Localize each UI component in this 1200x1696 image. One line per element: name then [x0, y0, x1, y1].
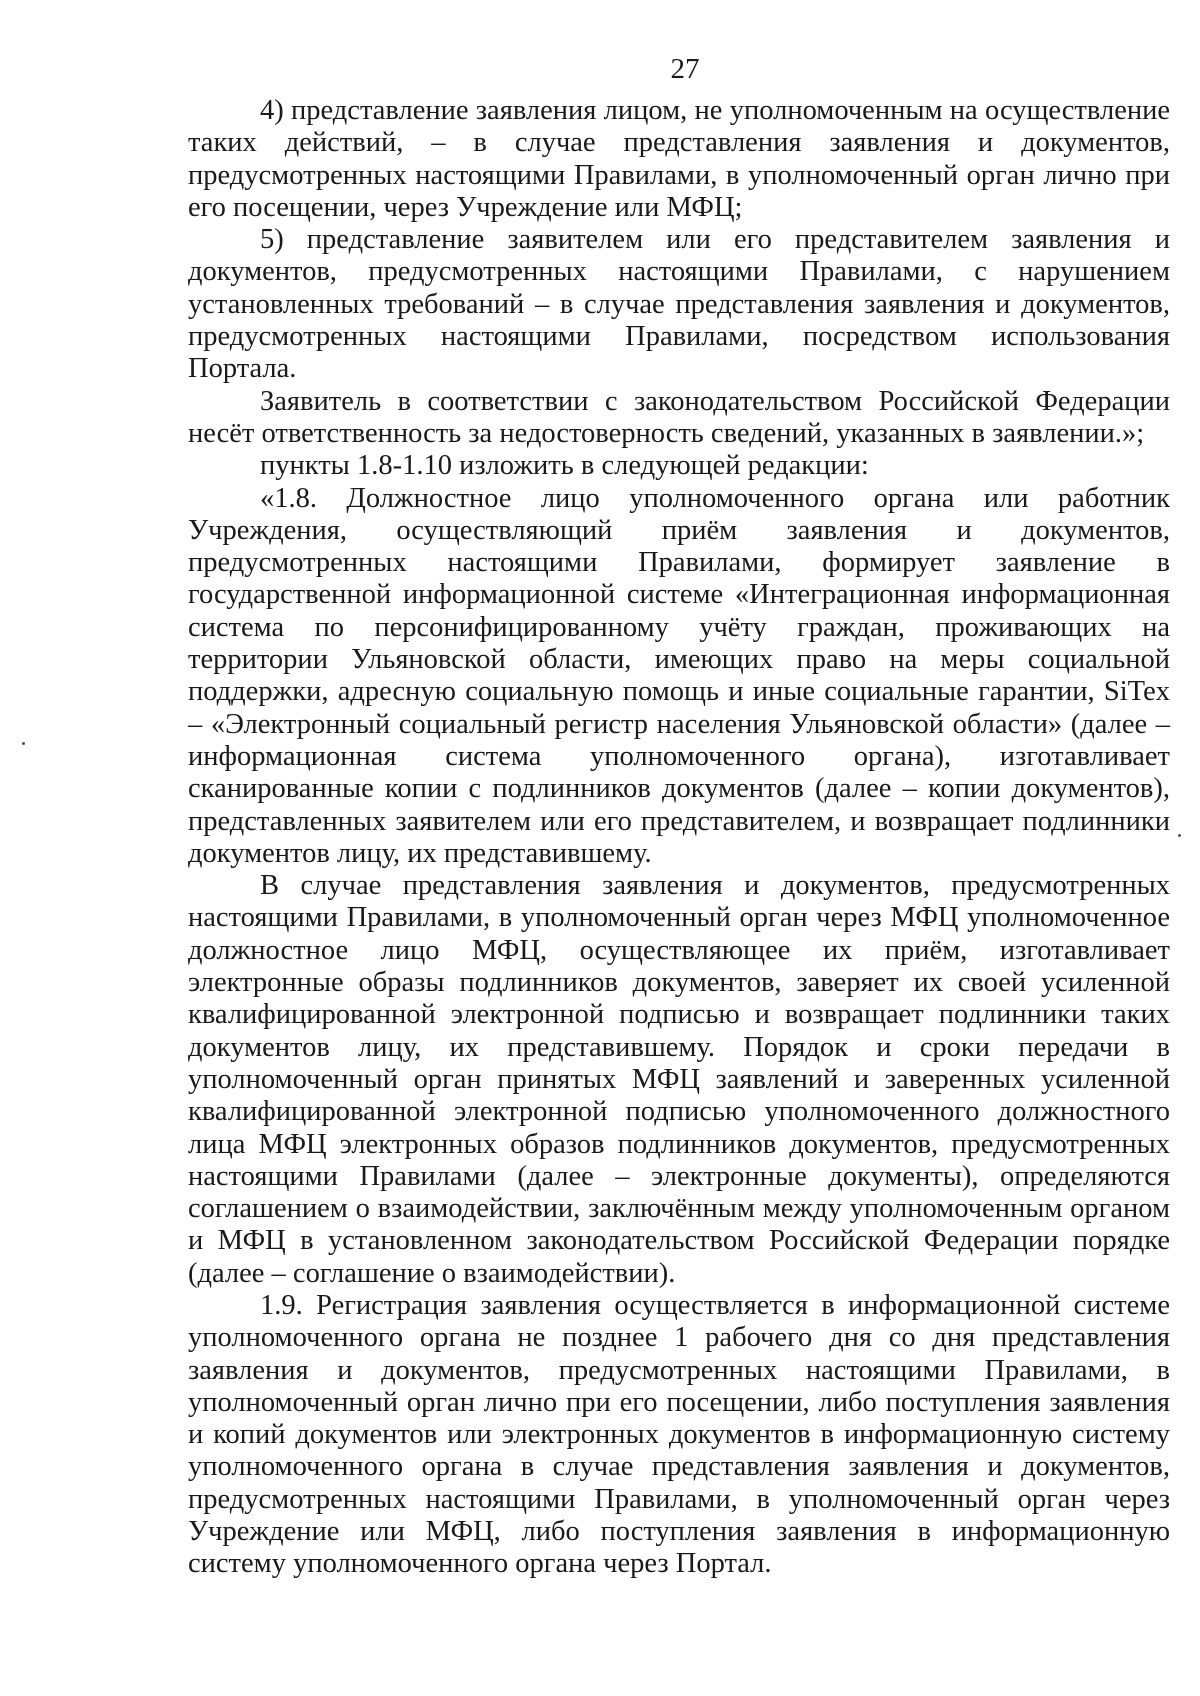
paragraph-item-5: 5) представление заявителем или его представителем заявления и документов, предусмотренных настоящими Правилами, с нарушением установленных требований – в случае представления заявления и документов, предусмотренных настоящими Правилами, посредством использования Портала.: [188, 224, 1170, 385]
paragraph-item-4: 4) представление заявления лицом, не уполномоченным на осуществление таких действий, – в случае представления заявления и документов, предусмотренных настоящими Правилами, в уполномоченный орган лично при его посещении, через Учреждение или МФЦ;: [188, 95, 1170, 223]
paragraph-clause-1-9: 1.9. Регистрация заявления осуществляется в информационной системе уполномоченного органа не позднее 1 рабочего дня со дня представления заявления и документов, предусмотренных настоящими Правилами, в уполномоченный орган лично при его посещении, либо поступления заявления и копий документов или электронных документов в информационную систему уполномоченного органа в случае представления заявления и документов, предусмотренных настоящими Правилами, в уполномоченный орган через Учреждение или МФЦ, либо поступления заявления в информационную систему уполномоченного органа через Портал.: [188, 1289, 1170, 1580]
scan-speck-right: [1178, 834, 1181, 837]
paragraph-clause-1-8: «1.8. Должностное лицо уполномоченного органа или работник Учреждения, осуществляющий приём заявления и документов, предусмотренных настоящими Правилами, формирует заявление в государственной информационной системе «Интеграционная информационная система по персонифицированному учёту граждан, проживающих на территории Ульяновской области, имеющих право на меры социальной поддержки, адресную социальную помощь и иные социальные гарантии, SiTex – «Электронный социальный регистр населения Ульяновской области» (далее – информационная система уполномоченного органа), изготавливает сканированные копии с подлинников документов (далее – копии документов), представленных заявителем или его представителем, и возвращает подлинники документов лицу, их представившему.: [188, 482, 1170, 869]
paragraph-mfc-submission: В случае представления заявления и документов, предусмотренных настоящими Правилами, в уполномоченный орган через МФЦ уполномоченное должностное лицо МФЦ, осуществляющее их приём, изготавливает электронные образы подлинников документов, заверяет их своей усиленной квалифицированной электронной подписью и возвращает подлинники таких документов лицу, их представившему. Порядок и сроки передачи в уполномоченный орган принятых МФЦ заявлений и заверенных усиленной квалифицированной электронной подписью уполномоченного должностного лица МФЦ электронных образов подлинников документов, предусмотренных настоящими Правилами (далее – электронные документы), определяются соглашением о взаимодействии, заключённым между уполномоченным органом и МФЦ в установленном законодательством Российской Федерации порядке (далее – соглашение о взаимодействии).: [188, 870, 1170, 1289]
scan-speck-left: [22, 742, 25, 745]
page-number: 27: [670, 53, 700, 85]
paragraph-amendment-intro: пункты 1.8-1.10 изложить в следующей редакции:: [260, 450, 869, 482]
document-body: [188, 95, 1170, 1581]
paragraph-applicant-responsibility: Заявитель в соответствии с законодательством Российской Федерации несёт ответственность за недостоверность сведений, указанных в заявлении.»;: [188, 385, 1170, 449]
